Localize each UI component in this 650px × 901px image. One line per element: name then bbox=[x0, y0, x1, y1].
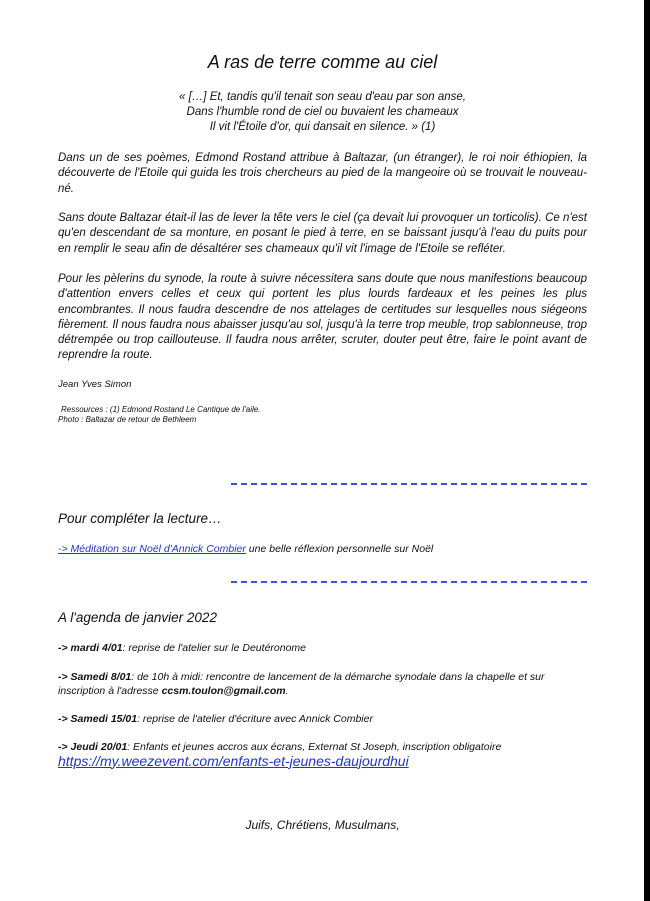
agenda-date: -> Jeudi 20/01 bbox=[58, 741, 128, 753]
lecture-description: une belle réflexion personnelle sur Noël bbox=[245, 543, 434, 555]
agenda-text-end: . bbox=[285, 684, 289, 697]
lecture-line bbox=[58, 543, 587, 557]
agenda-date: -> Samedi 15/01 bbox=[58, 713, 138, 725]
section-divider bbox=[231, 483, 587, 485]
agenda-date: -> Samedi 8/01 bbox=[58, 671, 132, 683]
right-edge-bar bbox=[644, 0, 650, 901]
quote-line: Dans l'humble rond de ciel ou buvaient les chameaux bbox=[186, 106, 459, 118]
agenda-item bbox=[58, 642, 587, 656]
paragraph-2: Sans doute Baltazar était-il las de lever la tête vers le ciel (ça devait lui provoquer un torticolis). Ce n'est qu'en descendant de sa monture, en posant le pied à terre, en se baissant jusqu'à l'eau du puits pour en remplir le seau afin de désaltérer ses chameaux qu'il vit l'image de l'Etoile se refléter. bbox=[58, 212, 587, 255]
agenda-text: : de 10h à midi: rencontre de lancement de la démarche synodale dans la chapelle et sur inscription à l'adresse bbox=[58, 671, 545, 697]
section-divider bbox=[231, 581, 587, 583]
agenda-text: : reprise de l'atelier d'écriture avec Annick Combier bbox=[137, 713, 373, 725]
article-title: A ras de terre comme au ciel bbox=[207, 52, 438, 72]
registration-link[interactable]: https://my.weezevent.com/enfants-et-jeunes-daujourdhui bbox=[58, 752, 409, 769]
photo-credit: Photo : Baltazar de retour de Bethleem bbox=[58, 415, 197, 424]
agenda-heading: A l'agenda de janvier 2022 bbox=[58, 610, 217, 625]
lecture-heading: Pour compléter la lecture… bbox=[58, 511, 222, 526]
paragraph-1: Dans un de ses poèmes, Edmond Rostand attribue à Baltazar, (un étranger), le roi noir éthiopien, la découverte de l'Etoile qui guida les trois chercheurs au pied de la mangeoire où se trouvait le nouveau-né. bbox=[58, 152, 587, 195]
agenda-item bbox=[58, 741, 587, 770]
quote-line: « […] Et, tandis qu'il tenait son seau d'eau par son anse, bbox=[179, 91, 466, 103]
opening-quote bbox=[58, 90, 587, 135]
agenda-date: -> mardi 4/01 bbox=[58, 642, 123, 654]
paragraph-3: Pour les pèlerins du synode, la route à suivre nécessitera sans doute que nous manifestions beaucoup d'attention envers celles et ceux qui portent les plus lourds fardeaux et les peines les plus encombrantes. Il nous faudra descendre de nos attelages de certitudes sur lesquelles nous siégeons fièrement. Il nous faudra nous abaisser jusqu'au sol, jusqu'à la terre trop meuble, trop sablonneuse, trop détrempée ou trop caillouteuse. Il faudra nous arrêter, scruter, douter peut être, faire le point avant de reprendre la route. bbox=[58, 273, 587, 362]
agenda-text: : Enfants et jeunes accros aux écrans, Externat St Joseph, inscription obligatoire bbox=[127, 741, 502, 753]
footer-text: Juifs, Chrétiens, Musulmans, bbox=[245, 818, 400, 832]
resources-note: Ressources : (1) Edmond Rostand Le Cantique de l'aile. bbox=[61, 405, 261, 414]
quote-line: Il vit l'Étoile d'or, qui dansait en silence. » (1) bbox=[209, 121, 436, 133]
meditation-link[interactable]: -> Méditation sur Noël d'Annick Combier bbox=[58, 543, 246, 555]
agenda-text: : reprise de l'atelier sur le Deutéronome bbox=[122, 642, 307, 654]
agenda-item bbox=[58, 671, 587, 698]
contact-email: ccsm.toulon@gmail.com bbox=[161, 684, 286, 697]
author-signature: Jean Yves Simon bbox=[58, 379, 132, 390]
agenda-item bbox=[58, 713, 587, 727]
